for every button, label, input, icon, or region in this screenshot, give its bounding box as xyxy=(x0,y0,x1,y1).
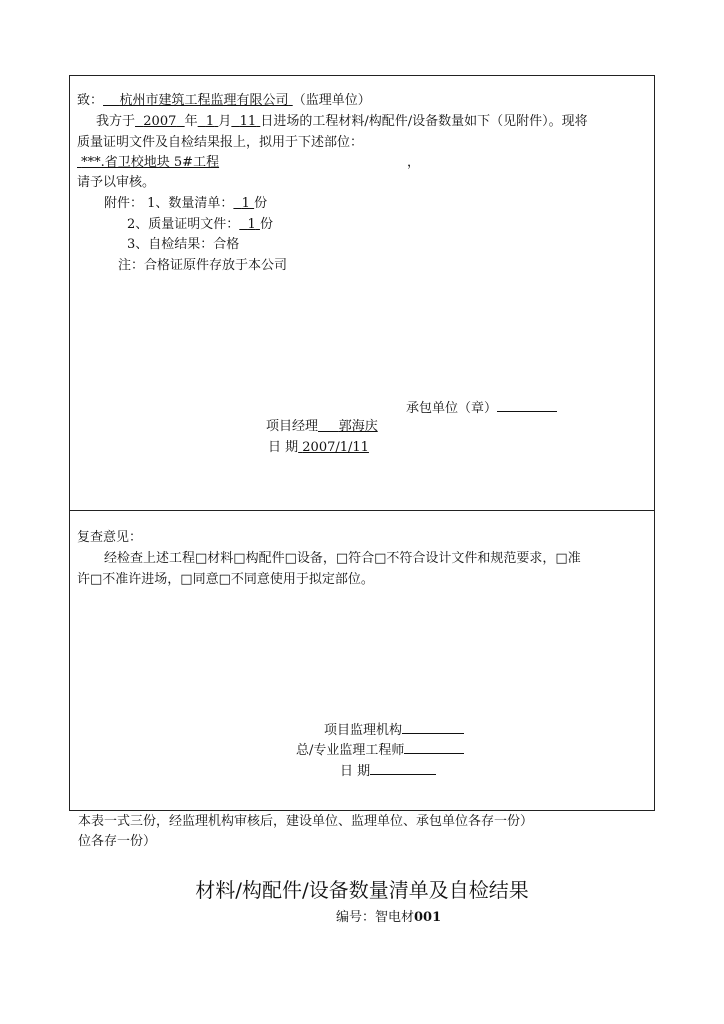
review-date-line xyxy=(340,762,436,780)
attachment-2-unit: 份 xyxy=(259,217,273,232)
engineer-blank[interactable] xyxy=(404,741,464,754)
code-value: 001 xyxy=(414,910,442,925)
review-line-1: 经检查上述工程□材料□构配件□设备，□符合□不符合设计文件和规范要求，□准 xyxy=(104,551,581,566)
supervision-org-line xyxy=(324,721,464,739)
attachment-1-count: 1 xyxy=(241,196,250,211)
attachment-1-unit: 份 xyxy=(254,196,268,211)
project-manager-line xyxy=(266,419,423,435)
attachment-3: 3、自检结果：合格 xyxy=(127,237,240,252)
attachment-1-label: 附件： 1、数量清单： xyxy=(104,196,234,211)
declaration-text-b: 年 xyxy=(184,114,198,129)
pm-label: 项目经理 xyxy=(266,419,319,434)
request-line: 请予以审核。 xyxy=(77,175,156,190)
month-field: 1 xyxy=(205,114,215,129)
pm-name-field: 郭海庆 xyxy=(338,419,378,434)
supervision-org-label: 项目监理机构 xyxy=(324,723,403,738)
declaration-text-c: 月 xyxy=(218,114,232,129)
document-title: 材料/构配件/设备数量清单及自检结果 xyxy=(195,878,529,902)
declaration-line xyxy=(96,114,588,130)
section-divider xyxy=(69,510,655,511)
location-field: ***.省卫校地块 5#工程 xyxy=(81,155,220,170)
addressee-name: 杭州市建筑工程监理有限公司 xyxy=(119,93,289,108)
declaration-text-d: 日进场的工程材料/构配件/设备数量如下（见附件）。现将 xyxy=(260,114,588,129)
attachment-2-count: 1 xyxy=(247,217,256,232)
note-line: 注：合格证原件存放于本公司 xyxy=(118,258,288,273)
supervision-org-blank[interactable] xyxy=(402,721,464,734)
distribution-note-1: 本表一式三份，经监理机构审核后，建设单位、监理单位、承包单位各存一份） xyxy=(78,814,534,829)
engineer-label: 总/专业监理工程师 xyxy=(296,743,405,758)
top-date-field: 2007/1/11 xyxy=(302,440,369,455)
year-field: 2007 xyxy=(143,114,177,129)
code-label: 编号：智电材 xyxy=(336,910,415,925)
contractor-label: 承包单位（章） xyxy=(406,401,498,416)
review-line-2: 许□不准许进场，□同意□不同意使用于拟定部位。 xyxy=(77,572,374,587)
addressee-line xyxy=(77,93,371,109)
review-heading: 复查意见： xyxy=(77,530,143,545)
location-comma: ， xyxy=(407,155,421,170)
review-date-blank[interactable] xyxy=(370,762,436,775)
review-date-label: 日 期 xyxy=(340,764,371,779)
location-line xyxy=(77,155,420,171)
addressee-prefix: 致： xyxy=(77,93,104,108)
engineer-line xyxy=(296,741,464,759)
document-code xyxy=(336,910,441,926)
declaration-text-a: 我方于 xyxy=(96,114,136,129)
top-date-label: 日 期 xyxy=(268,440,299,455)
contractor-signature xyxy=(406,399,557,417)
addressee-suffix: （监理单位） xyxy=(292,93,371,108)
contractor-blank[interactable] xyxy=(497,399,557,412)
declaration-line-2: 质量证明文件及自检结果报上，拟用于下述部位： xyxy=(77,135,364,150)
distribution-note-2: 位各存一份） xyxy=(78,834,157,849)
day-field: 11 xyxy=(239,114,257,129)
attachment-1 xyxy=(104,196,267,212)
top-date-line xyxy=(268,440,410,456)
attachment-2 xyxy=(127,217,273,233)
attachment-2-label: 2、质量证明文件： xyxy=(127,217,240,232)
